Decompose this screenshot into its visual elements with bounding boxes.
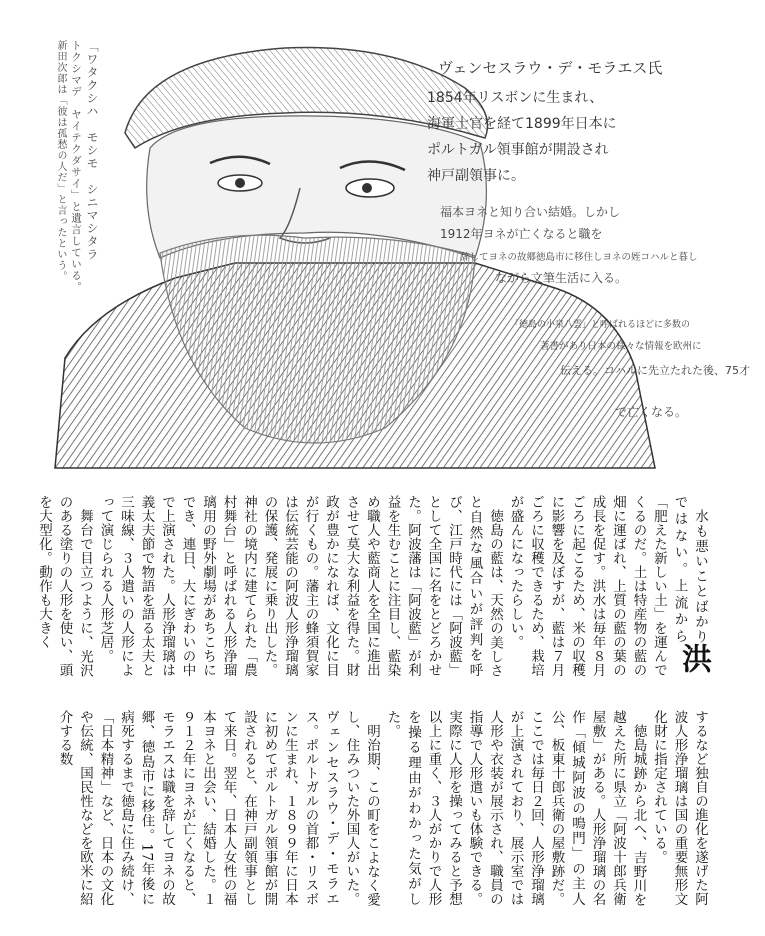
paragraph: 明治期、この町をこよなく愛し、住みついた外国人がいた。ヴェンセスラウ・デ・モラエス。ポルトガルの首都・リスボンに生まれ、１８９９年に日本に初めてポルトガル領事館が開設されると、在神戸副領事として来日。翌年、日本人女性の福本ヨネと出会い、結婚した。１９１２年にヨネが亡くなると、モラエスは職を辞してヨネの故郷、徳島市に移住。17年後に病死するまで徳島に住み続け、「日本精神」など、日本の文化や伝統、国民性などを欧米に紹介する数 (56, 710, 380, 906)
svg-text:海軍士官を経て1899年日本に: 海軍士官を経て1899年日本に (427, 116, 617, 132)
svg-text:「徳島の小泉八雲」と呼ばれるほどに多数の: 「徳島の小泉八雲」と呼ばれるほどに多数の (510, 320, 691, 330)
svg-text:著書があり日本の様々な情報を欧州に: 著書があり日本の様々な情報を欧州に (540, 341, 702, 352)
svg-text:ながら文筆生活に入る。: ながら文筆生活に入る。 (495, 271, 628, 285)
paragraph: 舞台で目立つように、光沢のある塗りの人形を使い、頭を大型化。動作も大きく (36, 495, 93, 677)
paragraph: 水も悪いことばかりではない。上流から「肥えた新しい土」を運んでくるのだ。土は特産物の藍の畑に運ばれ、上質の藍の葉の成長を促す。洪水は毎年８月ごろに起こるため、米の収穫に影響を及ぼすが、藍は７月ごろに収穫できるため、栽培が盛んになったらしい。 (507, 495, 708, 677)
face-shape (147, 116, 487, 258)
svg-text:福本ヨネと知り合い結婚。しかし: 福本ヨネと知り合い結婚。しかし (440, 205, 621, 219)
paragraph: 徳島の藍は、天然の美しさと自然な風合いが評判を呼び、江戸時代には「阿波藍」として全国に名をとどろかせた。阿波藩は「阿波藍」が利益を生むことに注目し、藍染め職人や藍商人を全国に進出させて莫大な利益を得た。財政が豊かになれば、文化に目が行くもの。藩主の蜂須賀家は伝統芸能の阿波人形浄瑠璃の保護、発展に乗り出した。神社の境内に建てられた「農村舞台」と呼ばれる人形浄瑠璃用の野外劇場があちこちにでき、連日、大にぎわいの中で上演された。人形浄瑠璃は義太夫節で物語を語る太夫と三味線、３人遣いの人形によって演じられる人形芝居。 (97, 495, 503, 677)
quote-column-3: 新田次郎は「彼は孤愁の人だ」と言ったという。 (55, 40, 66, 282)
svg-text:で亡くなる。: で亡くなる。 (615, 405, 688, 419)
svg-text:ポルトガル領事館が開設され: ポルトガル領事館が開設され (427, 142, 609, 158)
caption-name: ヴェンセスラウ・デ・モラエス氏 (438, 59, 663, 77)
article-block-upper (36, 495, 711, 677)
quote-column-2: トクシマデ ヤイテクダサイ」と遺言している。 (70, 40, 82, 293)
paragraph: 徳島城跡から北へ、吉野川を越えた所に県立「阿波十郎兵衛屋敷」がある。人形浄瑠璃の名作「傾城阿波の鳴門」の主人公、板東十郎兵衛の屋敷跡だ。ここでは毎日２回、人形浄瑠璃が上演されており、展示室では人形や衣装が展示され、職員の指導で人形遣いも体験できる。実際に人形を操ってみると予想以上に重く、３人がかりで人形を操る理由がわかった気がした。 (384, 710, 647, 906)
svg-text:伝える。コハルに先立たれた後、75才: 伝える。コハルに先立たれた後、75才 (560, 364, 750, 377)
quote-column-1: 「ワタクシハ モシモ シニマシタラ (85, 40, 99, 261)
paragraph: するなど独自の進化を遂げた阿波人形浄瑠璃は国の重要無形文化財に指定されている。 (651, 710, 708, 906)
svg-text:1912年ヨネが亡くなると職を: 1912年ヨネが亡くなると職を (440, 227, 603, 241)
svg-text:辞してヨネの故郷徳島市に移住しヨネの姪コハルと暮し: 辞してヨネの故郷徳島市に移住しヨネの姪コハルと暮し (460, 252, 698, 263)
dropcap: 洪 (676, 643, 711, 674)
article-block-lower (50, 710, 710, 906)
moraes-portrait-sketch (55, 28, 750, 468)
svg-text:神戸副領事に。: 神戸副領事に。 (427, 168, 525, 184)
svg-text:1854年リスボンに生まれ、: 1854年リスボンに生まれ、 (427, 90, 604, 106)
